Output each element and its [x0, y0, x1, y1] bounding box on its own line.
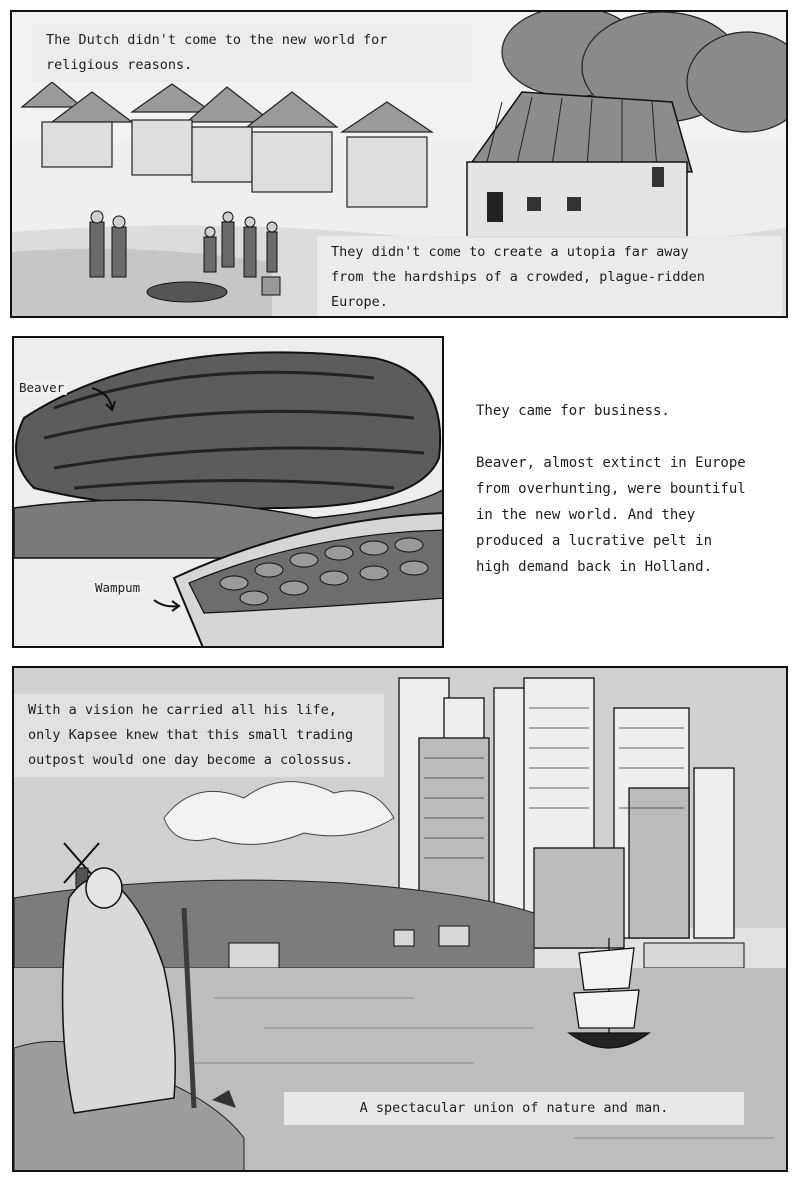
panel-settlement: [10, 10, 788, 318]
side-text-line-business: They came for business.: [476, 403, 670, 419]
side-text-paragraph-beaver: Beaver, almost extinct in Europe from overhunting, were bountiful in the new world. And they produced a lucrative pelt in high demand back in Holland.: [476, 455, 746, 575]
panel3-caption-bottom: A spectacular union of nature and man.: [284, 1092, 744, 1125]
panel3-caption-top: With a vision he carried all his life, only Kapsee knew that this small trading outpost would one day become a colossus.: [14, 694, 384, 777]
panel-vision: [12, 666, 788, 1172]
panel1-caption-top: The Dutch didn't come to the new world for religious reasons.: [32, 24, 472, 82]
panel1-caption-bottom: They didn't come to create a utopia far away from the hardships of a crowded, plague-ridden Europe.: [317, 236, 782, 318]
panel2-side-text: [476, 398, 786, 606]
beaver-wampum-illustration: [14, 338, 444, 648]
label-wampum: Wampum: [92, 580, 143, 595]
panel-beaver-wampum: [12, 336, 444, 648]
label-beaver: Beaver: [16, 380, 67, 395]
